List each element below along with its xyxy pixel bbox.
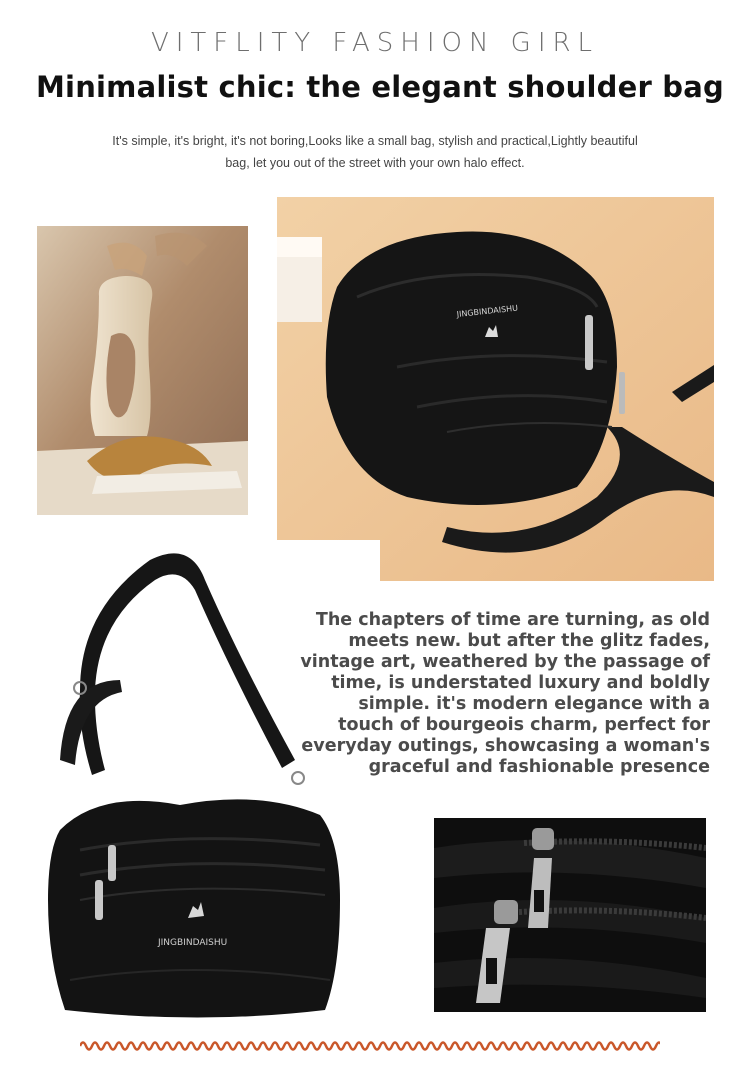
vase-still-life-photo [37, 226, 248, 515]
decorative-wave-divider [80, 1036, 660, 1056]
zipper-detail-photo [434, 818, 706, 1012]
svg-text:JINGBINDAISHU: JINGBINDAISHU [158, 938, 228, 948]
bag-top-view-photo [277, 197, 714, 581]
intro-text: It's simple, it's bright, it's not boring,Looks like a small bag, stylish and practical,Lightly beautiful bag, let you out of the street with your own halo effect. [112, 134, 638, 170]
brand-title: VITFLITY FASHION GIRL [150, 28, 600, 58]
page-headline: Minimalist chic: the elegant shoulder bag [36, 70, 724, 104]
svg-text:JINGBINDAISHU: JINGBINDAISHU [456, 303, 519, 319]
story-text: The chapters of time are turning, as old meets new. but after the glitz fades, vintage art, weathered by the passage of time, is understated luxury and boldly simple. it's modern elegance with a touch of bourgeois charm, perfect for everyday outings, showcasing a woman's graceful and fashionable presence [300, 610, 710, 777]
